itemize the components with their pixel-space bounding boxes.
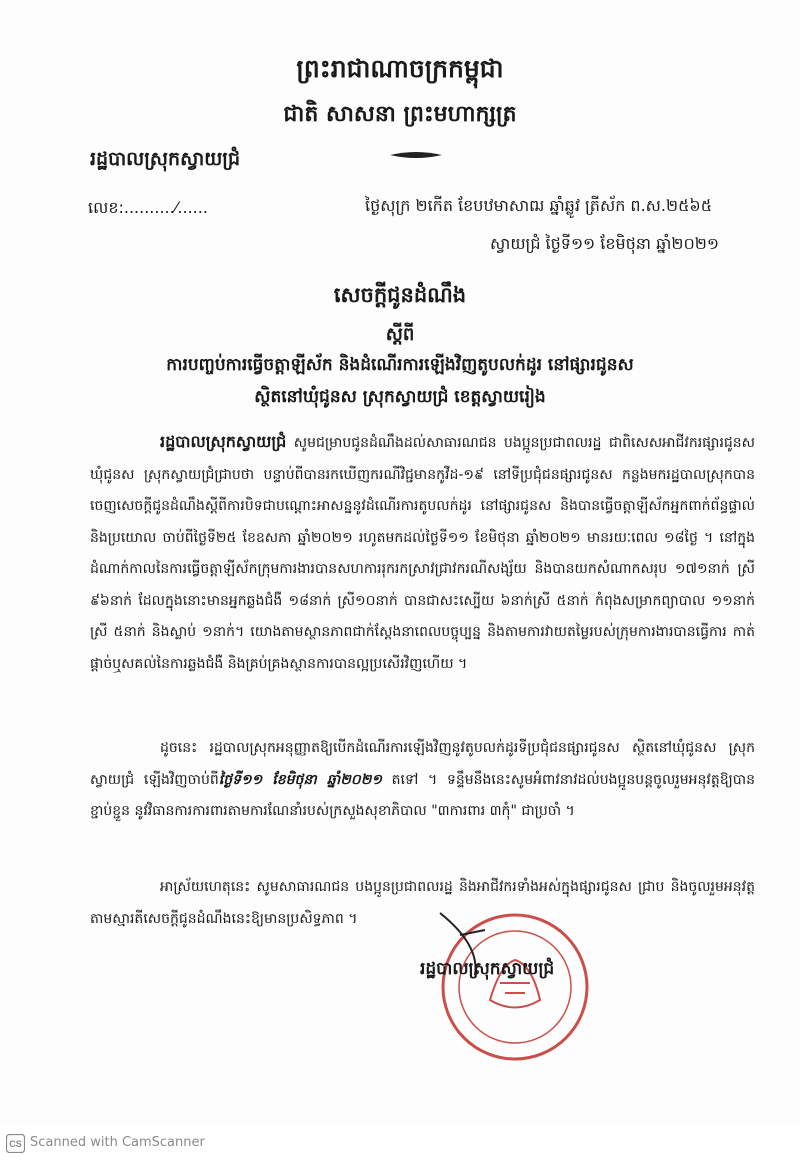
notice-subject-line: ការបញ្ចប់ការធ្វើចត្តាឡីស័ក និងដំណើរការឡើងវិញតូបលក់ដូរ នៅផ្សារជូនស [166, 355, 634, 375]
notice-title: សេចក្តីជូនដំណឹង [333, 283, 467, 307]
notice-subject-line: ស្ថិតនៅឃុំជូនស ស្រុកស្វាយជ្រំ ខេត្តស្វាយរៀង [254, 387, 546, 407]
issuing-authority: រដ្ឋបាលស្រុកស្វាយជ្រំ [90, 148, 241, 170]
national-motto: ជាតិ សាសនា ព្រះមហាក្សត្រ [283, 102, 517, 127]
camscanner-logo-icon [6, 1134, 25, 1153]
lunar-date: ថ្ងៃសុក្រ ២កើត ខែបឋមាសាឍ ឆ្នាំឆ្លូវ ត្រីស័ក ព.ស.២៥៦៥ [365, 196, 713, 215]
signatory: រដ្ឋបាលស្រុកស្វាយជ្រំ [420, 959, 555, 979]
scanner-label: Scanned with CamScanner [30, 1135, 205, 1150]
paragraph-text: ដូចនេះ រដ្ឋបាលស្រុកអនុញ្ញាតឱ្យបើកដំណើរការឡើងវិញនូវតូបលក់ដូរទីប្រជុំជនផ្សារជូនស ស្ថិតនៅឃុំជូនស ស្រុកស្វាយជ្រំ ឡើងវិញចាប់ពី [90, 740, 755, 788]
solar-date: ស្វាយជ្រំ ថ្ងៃទី១១ ខែមិថុនា ឆ្នាំ២០២១ [490, 234, 720, 253]
body-paragraph-1 [90, 426, 755, 680]
camscanner-logo-text: CS [9, 1139, 22, 1150]
official-seal-stamp [420, 905, 600, 1065]
notice-subtitle: ស្តីពី [385, 324, 415, 345]
paragraph-text: អាស្រ័យហេតុនេះ សូមសាធារណជន បងប្អូនប្រជាពលរដ្ឋ និងអាជីវករទាំងអស់ក្នុងផ្សារជូនស ជ្រាប និងចូលរួមអនុវត្តតាមស្មារតីសេចក្តីជូនដំណឹងនេះឱ្យមានប្រសិទ្ធភាព ។ [90, 879, 755, 927]
paragraph-text: តទៅ ។ ទន្ទឹមនឹងនេះសូមអំពាវនាវដល់បងប្អូនបន្តចូលរួមអនុវត្តឱ្យបានខ្ជាប់ខ្ជួន នូវវិធានការការពារតាមការណែនាំរបស់ក្រសួងសុខាភិបាល "៣ការពារ ៣កុំ" ជាប្រចាំ ។ [90, 771, 756, 819]
paragraph-text: សូមជម្រាបជូនដំណឹងដល់សាធារណជន បងប្អូនប្រជាពលរដ្ឋ ជាពិសេសអាជីវករផ្សារជូនស ឃុំជូនស ស្រុកស្វាយជ្រំជ្រាបថា បន្ទាប់ពីបានរកឃើញករណីវិជ្ជមានកូវីដ-១៩ នៅទីប្រជុំជនផ្សារជូនស កន្លងមករដ្ឋបាលស្រុកបានចេញសេចក្តីជូនដំណឹងស្តីពីការបិទជាបណ្តោះអាសន្ននូវដំណើរការតូបលក់ដូរ នៅផ្សារជូនស និងបានធ្វើចត្តាឡីស័កអ្នកពាក់ព័ន្ធផ្ទាល់ និងប្រយោល ចាប់ពីថ្ងៃទី២៥ ខែឧសភា ឆ្នាំ២០២១ រហូតមកដល់ថ្ងៃទី១១ ខែមិថុនា ឆ្នាំ២០២១ មានរយៈពេល ១៨ថ្ងៃ ។ នៅក្នុងដំណាក់កាលនៃការធ្វើចត្តាឡីស័កក្រុមការងារបានសហការរុករកស្រាវជ្រាវករណីសង្ស័យ និងបានយកសំណាកសរុប ១៧១នាក់ ស្រី ៩៦នាក់ ដែលក្នុងនោះមានអ្នកឆ្លងជំងឺ ១៨នាក់ ស្រី១០នាក់ បានជាសះស្បើយ ៦នាក់ស្រី ៥នាក់ កំពុងសម្រាកព្យាបាល ១១នាក់ ស្រី ៥នាក់ និងស្លាប់ ១នាក់។ យោងតាមស្ថានភាពជាក់ស្តែងនាពេលបច្ចុប្បន្ន និងតាមការវាយតម្លៃរបស់ក្រុមការងារបានធ្វើការ កាត់ផ្តាច់ឬសគល់នៃការឆ្លងជំងឺ និងគ្រប់គ្រងស្ថានការបានល្អប្រសើរវិញហើយ ។ [90, 435, 755, 672]
reference-number: លេខ:..........⁄...... [88, 198, 208, 217]
reopening-date: ថ្ងៃទី១១ ខែមិថុនា ឆ្នាំ២០២១ [218, 771, 382, 788]
body-paragraph-2 [90, 733, 755, 828]
kingdom-heading: ព្រះរាជាណាចក្រកម្ពុជា [296, 54, 504, 83]
paragraph-lead: រដ្ឋបាលស្រុកស្វាយជ្រំ [160, 432, 287, 451]
ornament-divider [388, 150, 444, 160]
